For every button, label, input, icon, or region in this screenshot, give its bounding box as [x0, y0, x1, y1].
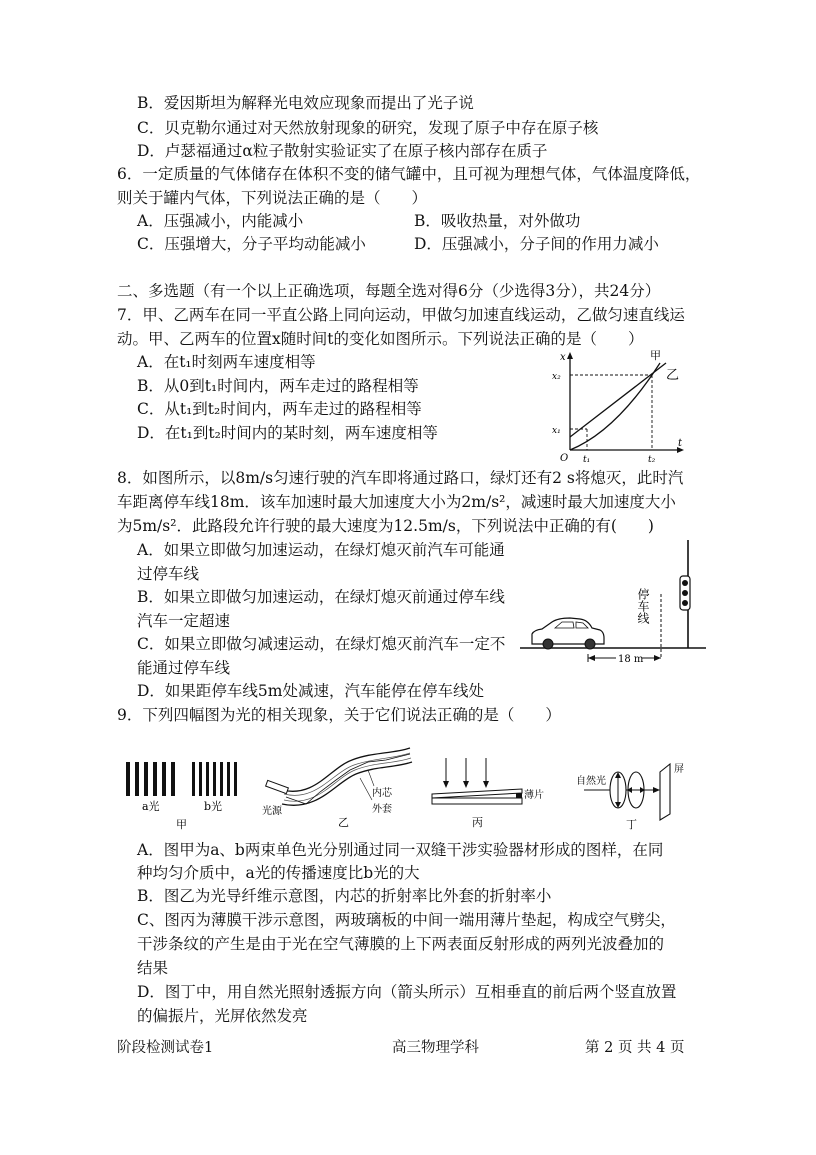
graph-x2-label: x₂	[552, 372, 561, 382]
q9-option-d-line1: D．图丁中，用自然光照射透振方向（箭头所示）互相垂直的前后两个竖直放置	[137, 983, 677, 1001]
fig-yi-source: 光源	[262, 806, 282, 817]
q9-option-d-line2: 的偏振片，光屏依然发亮	[137, 1007, 308, 1025]
fig-jia-b-light: b光	[204, 800, 223, 813]
fig-bing-shim: 薄片	[524, 790, 544, 801]
q6-stem-line1: 6．一定质量的气体储存在体积不变的储气罐中，且可视为理想气体，气体温度降低，	[117, 165, 701, 183]
graph-yi-label: 乙	[666, 368, 680, 383]
q6-option-a: A．压强减小，内能减小	[137, 212, 304, 230]
fig-jia-a-light: a光	[142, 800, 160, 813]
q9-option-c-line1: C、图丙为薄膜干涉示意图，两玻璃板的中间一端用薄片垫起，构成空气劈尖，	[137, 911, 676, 929]
graph-x1-label: x₁	[552, 426, 561, 436]
q7-xt-graph	[550, 345, 690, 465]
q9-option-c-line3: 结果	[137, 959, 169, 977]
fig-yi-label: 乙	[338, 816, 349, 829]
q7-option-b: B．从0到t₁时间内，两车走过的路程相等	[137, 377, 419, 395]
q8-option-a-line1: A．如果立即做匀加速运动，在绿灯熄灭前汽车可能通	[137, 541, 505, 559]
fig-ding-label: 丁	[626, 818, 637, 831]
q8-option-c-line1: C．如果立即做匀减速运动，在绿灯熄灭前汽车一定不	[137, 635, 506, 653]
stop-line-label: 停车线	[636, 588, 650, 624]
q9-option-b: B．图乙为光导纤维示意图，内芯的折射率比外套的折射率小	[137, 887, 552, 905]
q9-option-a-line2: 种均匀介质中，a光的传播速度比b光的大	[137, 864, 420, 882]
q6-option-b: B．吸收热量，对外做功	[414, 212, 581, 230]
footer-center: 高三物理学科	[392, 1040, 479, 1056]
q5-option-c: C．贝克勒尔通过对天然放射现象的研究，发现了原子中存在原子核	[137, 119, 599, 137]
q7-option-a: A．在t₁时刻两车速度相等	[137, 353, 316, 371]
footer-left: 阶段检测试卷1	[117, 1040, 214, 1056]
q9-fig-ding	[574, 758, 694, 830]
q9-fig-bing	[428, 756, 544, 830]
graph-origin: O	[560, 453, 569, 464]
q7-stem-line2: 动。甲、乙两车的位置x随时间t的变化如图所示。下列说法正确的是（ ）	[117, 330, 644, 348]
car-icon	[532, 618, 604, 649]
graph-t1-label: t₁	[583, 455, 591, 465]
q8-stem-line1: 8．如图所示，以8m/s匀速行驶的汽车即将通过路口，绿灯还有2 s将熄灭，此时汽	[117, 469, 684, 487]
fig-bing-label: 丙	[472, 816, 483, 829]
section-2-title: 二、多选题（有一个以上正确选项，每题全选对得6分（少选得3分），共24分）	[117, 282, 661, 300]
q8-option-b-line1: B．如果立即做匀加速运动，在绿灯熄灭前通过停车线	[137, 588, 505, 606]
q6-option-c: C．压强增大，分子平均动能减小	[137, 235, 366, 253]
footer-page-number: 第 2 页 共 4 页	[585, 1040, 685, 1056]
q7-stem-line1: 7．甲、乙两车在同一平直公路上同向运动，甲做匀加速直线运动，乙做匀速直线运	[117, 306, 685, 324]
q6-stem-line2: 则关于罐内气体，下列说法正确的是（ ）	[117, 189, 428, 207]
q5-option-b: B．爱因斯坦为解释光电效应现象而提出了光子说	[137, 94, 474, 112]
q9-option-a-line1: A．图甲为a、b两束单色光分别通过同一双缝干涉实验器材形成的图样，在同	[137, 841, 664, 859]
q8-stem-line3: 为5m/s²．此路段允许行驶的最大速度为12.5m/s，下列说法中正确的有( )	[117, 517, 654, 535]
q9-fig-jia	[124, 760, 244, 830]
traffic-light-icon	[680, 540, 690, 648]
graph-t2-label: t₂	[648, 455, 656, 465]
graph-jia-label: 甲	[650, 349, 661, 362]
fig-ding-screen: 屏	[674, 764, 684, 775]
q8-stem-line2: 车距离停车线18m．该车加速时最大加速度大小为2m/s²，减速时最大加速度大小	[117, 493, 676, 511]
fig-jia-label: 甲	[176, 818, 187, 831]
q6-option-d: D．压强减小，分子间的作用力减小	[414, 235, 659, 253]
fig-yi-cladding: 外套	[372, 804, 392, 815]
fig-yi-core: 内芯	[372, 788, 392, 799]
q7-option-c: C．从t₁到t₂时间内，两车走过的路程相等	[137, 400, 422, 418]
q8-option-b-line2: 汽车一定超速	[137, 612, 231, 630]
q9-option-c-line2: 干涉条纹的产生是由于光在空气薄膜的上下两表面反射形成的两列光波叠加的	[137, 935, 665, 953]
q7-option-d: D．在t₁到t₂时间内的某时刻，两车速度相等	[137, 424, 438, 442]
q9-fig-yi	[260, 740, 420, 830]
fig-ding-light: 自然光	[576, 776, 606, 787]
distance-label: 18 m	[618, 654, 644, 665]
q9-stem: 9．下列四幅图为光的相关现象，关于它们说法正确的是（ ）	[117, 706, 561, 724]
q8-option-a-line2: 过停车线	[137, 565, 200, 583]
q5-option-d: D．卢瑟福通过α粒子散射实验证实了在原子核内部存在质子	[137, 142, 548, 160]
graph-y-axis-label: x	[560, 352, 566, 363]
graph-x-axis-label: t	[678, 438, 683, 449]
q8-traffic-figure	[518, 538, 708, 668]
q8-option-d: D．如果距停车线5m处减速，汽车能停在停车线处	[137, 682, 484, 700]
q8-option-c-line2: 能通过停车线	[137, 659, 231, 677]
